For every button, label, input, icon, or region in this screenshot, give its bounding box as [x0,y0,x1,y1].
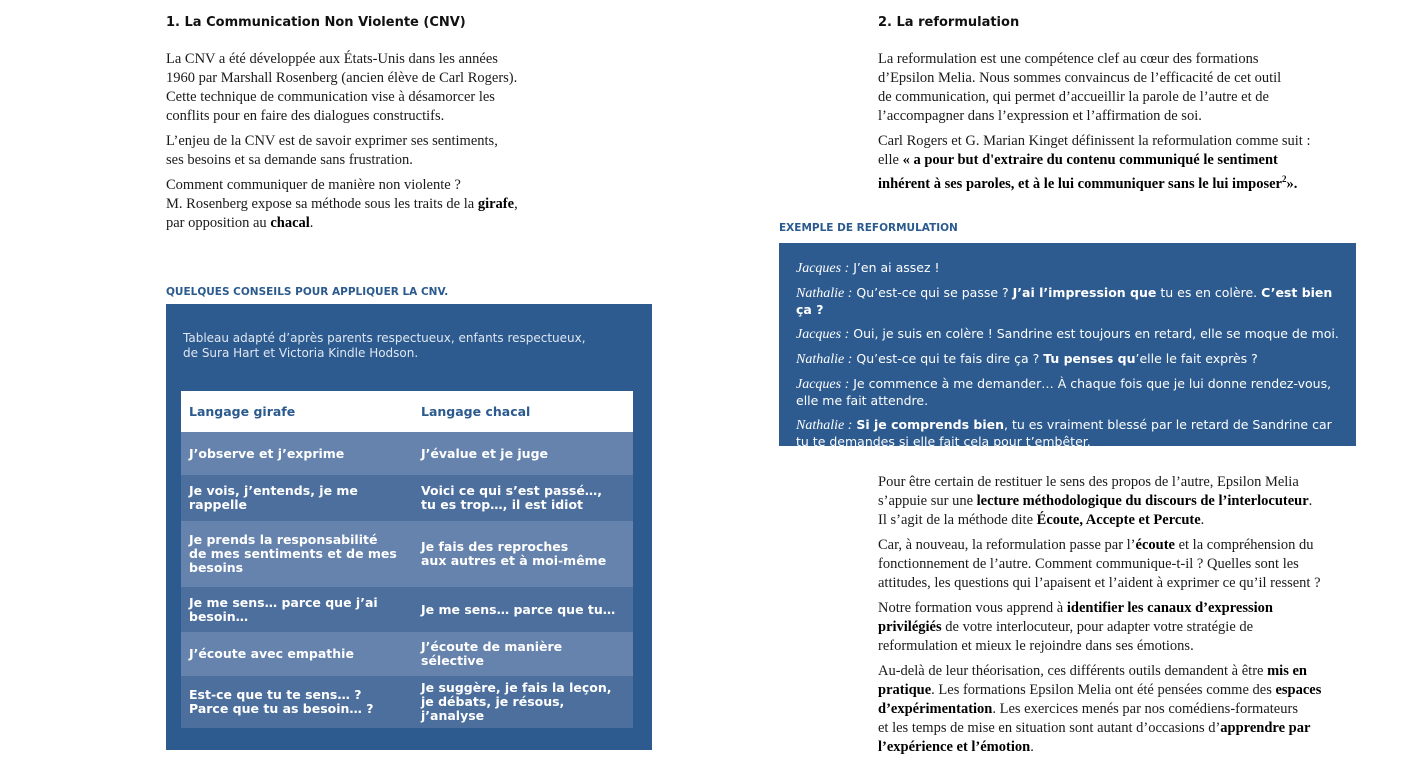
cnv-comparison-table [181,391,633,728]
dialogue-line: Jacques : Je commence à me demander… À chaque fois que je lui donne rendez-vous, elle me fait attendre. [796,376,1332,408]
table-row [181,676,633,728]
girafe-cell: Est-ce que tu te sens… ? Parce que tu as besoin… ? [181,676,413,728]
chacal-cell: J’écoute de manière sélective [413,632,633,676]
girafe-cell: J’observe et j’exprime [181,432,413,475]
reformulation-example-panel [779,243,1356,449]
dialogue-line: Jacques : Oui, je suis en colère ! Sandrine est toujours en retard, elle se moque de moi. [796,326,1339,342]
table-header-row [181,391,633,432]
table-row [181,432,633,475]
body-paragraph: Au-delà de leur théorisation, ces différents outils demandent à être mis en pratique. Les formations Epsilon Melia ont été pensées comme des espaces d’expérimentation. Les exercices menés par nos comédiens-formateurs et les temps de mise en situation sont autant d’occasions d’apprendre par l’expérience et l’émotion. [878,663,1322,755]
speaker-name: Jacques : [796,261,850,276]
girafe-cell: J’écoute avec empathie [181,632,413,676]
speaker-name: Nathalie : [796,352,853,367]
speaker-name: Nathalie : [796,418,853,433]
chacal-cell: Voici ce qui s’est passé…, tu es trop…, il est idiot [413,475,633,521]
cnv-table-wrapper [181,391,633,728]
cnv-section-title: 1. La Communication Non Violente (CNV) [166,15,466,30]
dialogue-line: Nathalie : Qu’est-ce qui se passe ? J’ai l’impression que tu es en colère. C’est bien ça ? [796,285,1333,317]
dialogue-line: Nathalie : Qu’est-ce qui te fais dire ça ? Tu penses qu’elle le fait exprès ? [796,351,1258,367]
girafe-cell: Je me sens… parce que j’ai besoin… [181,587,413,632]
speaker-name: Jacques : [796,327,850,342]
cnv-tips-label: QUELQUES CONSEILS POUR APPLIQUER LA CNV. [166,286,449,298]
dialogue-line: Nathalie : Si je comprends bien, tu es vraiment blessé par le retard de Sandrine car tu te demandes si elle fait cela pour t’embêter. [796,417,1332,449]
body-paragraph: Car, à nouveau, la reformulation passe par l’écoute et la compréhension du fonctionnement de l’autre. Comment communique-t-il ? Quelles sont les attitudes, les questions qui l’apaisent et l’aident à exprimer ce qu’il ressent ? [878,537,1321,591]
example-label: EXEMPLE DE REFORMULATION [779,222,958,234]
cnv-tips-panel [166,304,652,750]
example-dialogue [796,260,1341,458]
dialogue-line: Jacques : J’en ai assez ! [796,260,940,276]
header-chacal: Langage chacal [413,391,633,432]
chacal-cell: J’évalue et je juge [413,432,633,475]
speaker-name: Nathalie : [796,286,853,301]
speaker-name: Jacques : [796,377,850,392]
chacal-cell: Je suggère, je fais la leçon, je débats, je résous, j’analyse [413,676,633,728]
cnv-paragraph-2: L’enjeu de la CNV est de savoir exprimer ses sentiments, ses besoins et sa demande sans frustration. [166,133,498,168]
cnv-intro-text [166,50,566,239]
reformulation-section-title: 2. La reformulation [878,15,1020,30]
reformulation-intro-text [878,50,1358,200]
body-paragraph: Pour être certain de restituer le sens des propos de l’autre, Epsilon Melia s’appuie sur une lecture méthodologique du discours de l’interlocuteur. Il s’agit de la méthode dite Écoute, Accepte et Percute. [878,474,1313,528]
table-row [181,587,633,632]
table-row [181,521,633,587]
reformulation-paragraph-1: La reformulation est une compétence clef au cœur des formations d’Epsilon Melia. Nous sommes convaincus de l’efficacité de cet outil de communication, qui permet d’accueillir la parole de l’autre et de l’accompagner dans l’expression et l’affirmation de soi. [878,51,1282,124]
body-paragraph: Notre formation vous apprend à identifier les canaux d’expression privilégiés de votre interlocuteur, pour adapter votre stratégie de reformulation et mieux le rejoindre dans ses émotions. [878,600,1273,654]
chacal-cell: Je fais des reproches aux autres et à moi-même [413,521,633,587]
table-row [181,632,633,676]
table-source-note: Tableau adapté d’après parents respectueux, enfants respectueux, de Sura Hart et Victoria Kindle Hodson. [183,331,586,360]
table-row [181,475,633,521]
cnv-paragraph-1: La CNV a été développée aux États-Unis dans les années 1960 par Marshall Rosenberg (ancien élève de Carl Rogers). Cette technique de communication vise à désamorcer les conflits pour en faire des dialogues constructifs. [166,51,518,124]
chacal-cell: Je me sens… parce que tu… [413,587,633,632]
girafe-cell: Je prends la responsabilité de mes sentiments et de mes besoins [181,521,413,587]
header-girafe: Langage girafe [181,391,413,432]
reformulation-body-text [878,473,1378,763]
rogers-definition: Carl Rogers et G. Marian Kinget définissent la reformulation comme suit : elle « a pour but d'extraire du contenu communiqué le sentiment inhérent à ses paroles, et à le lui communiquer sans le lui imposer$^2$». [878,133,1311,192]
girafe-cell: Je vois, j’entends, je me rappelle [181,475,413,521]
cnv-paragraph-3: Comment communiquer de manière non violente ? M. Rosenberg expose sa méthode sous les traits de la girafe, par opposition au chacal. [166,177,518,231]
